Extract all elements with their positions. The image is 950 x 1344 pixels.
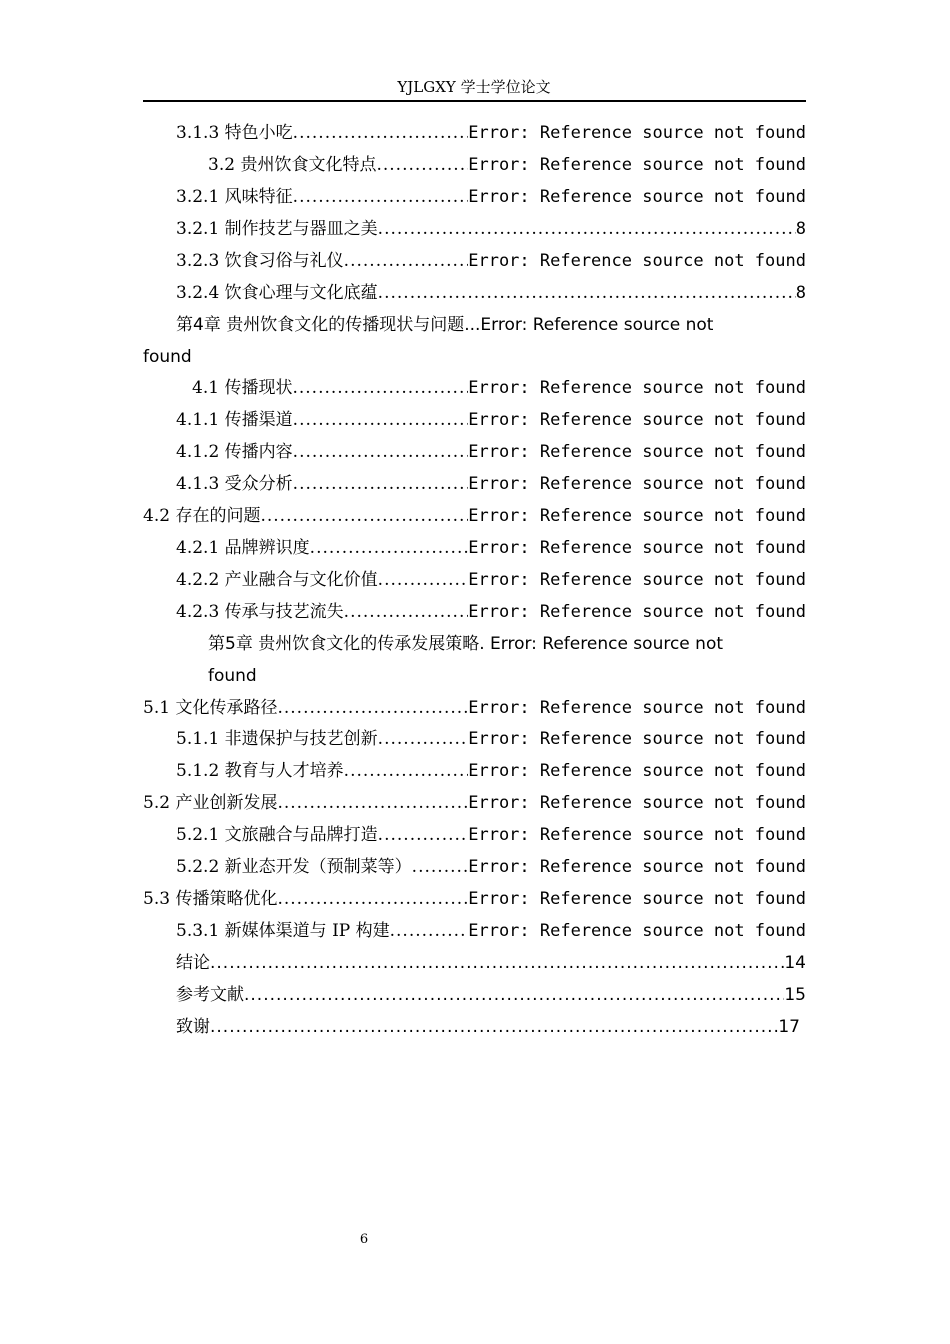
dot-leader xyxy=(277,886,468,912)
toc-entry[interactable] xyxy=(143,503,806,535)
dot-leader xyxy=(210,950,784,976)
dot-leader xyxy=(378,822,469,848)
toc-entry-label: 5.3.1 新媒体渠道与 IP 构建 xyxy=(176,921,390,941)
toc-entry[interactable] xyxy=(143,886,806,918)
toc-entry-label: 4.1.1 传播渠道 xyxy=(176,410,293,430)
toc-entry-label: 4.1.3 受众分析 xyxy=(176,474,293,494)
toc-entry-label: 参考文献 xyxy=(176,985,244,1005)
dot-leader xyxy=(378,567,469,593)
toc-entry[interactable] xyxy=(176,758,806,790)
toc-entry[interactable] xyxy=(192,375,806,407)
toc-entry[interactable] xyxy=(176,1014,800,1046)
toc-entry-page: Error: Reference source not found xyxy=(468,506,806,526)
toc-entry[interactable] xyxy=(176,599,806,631)
toc-entry[interactable] xyxy=(176,439,806,471)
toc-entry-label: 4.2.3 传承与技艺流失 xyxy=(176,602,344,622)
dot-leader xyxy=(412,854,469,880)
toc-entry[interactable] xyxy=(176,535,806,567)
toc-entry-label: 3.2.3 饮食习俗与礼仪 xyxy=(176,251,344,271)
toc-entry-page: Error: Reference source not found xyxy=(468,410,806,430)
toc-entry[interactable] xyxy=(143,790,806,822)
dot-leader xyxy=(210,1014,778,1040)
header-rule xyxy=(143,100,806,102)
toc-entry-label: 4.1 传播现状 xyxy=(192,378,293,398)
toc-entry-page: Error: Reference source not found xyxy=(468,570,806,590)
toc-entry-label: 3.2.1 制作技艺与器皿之美 xyxy=(176,219,378,239)
toc-entry-page: Error: Reference source not found xyxy=(468,251,806,271)
dot-leader xyxy=(277,695,468,721)
toc-chapter-heading-wrap: found xyxy=(143,347,192,367)
toc-entry-label: 4.2.2 产业融合与文化价值 xyxy=(176,570,378,590)
toc-entry-page: 17 xyxy=(778,1017,800,1037)
toc-entry-label: 5.1.1 非遗保护与技艺创新 xyxy=(176,729,378,749)
toc-entry-page: Error: Reference source not found xyxy=(468,187,806,207)
dot-leader xyxy=(310,535,469,561)
toc-entry-label: 致谢 xyxy=(176,1017,210,1037)
toc-entry-page: Error: Reference source not found xyxy=(468,825,806,845)
dot-leader xyxy=(378,280,796,306)
toc-entry-label: 5.2 产业创新发展 xyxy=(143,793,278,813)
toc-entry[interactable] xyxy=(176,982,806,1014)
toc-entry-label: 4.2.1 品牌辨识度 xyxy=(176,538,310,558)
toc-entry-page: 14 xyxy=(784,953,806,973)
dot-leader xyxy=(390,918,469,944)
toc-entry-page: Error: Reference source not found xyxy=(468,442,806,462)
toc-entry[interactable] xyxy=(176,726,806,758)
toc-entry-page: Error: Reference source not found xyxy=(468,857,806,877)
toc-entry[interactable] xyxy=(208,152,806,184)
toc-entry-page: 8 xyxy=(795,219,806,239)
dot-leader xyxy=(292,375,468,401)
toc-chapter-heading[interactable]: 第4章 贵州饮食文化的传播现状与问题...Error: Reference source not xyxy=(176,315,714,335)
toc-entry-label: 5.3 传播策略优化 xyxy=(143,889,278,909)
page-header: YJLGXY 学士学位论文 xyxy=(397,78,551,96)
dot-leader xyxy=(293,471,469,497)
toc-entry[interactable] xyxy=(176,854,806,886)
toc-entry[interactable] xyxy=(176,184,806,216)
dot-leader xyxy=(244,982,784,1008)
toc-entry-page: Error: Reference source not found xyxy=(468,889,806,909)
dot-leader xyxy=(344,758,469,784)
toc-entry-label: 3.2.1 风味特征 xyxy=(176,187,293,207)
dot-leader xyxy=(376,152,468,178)
toc-entry[interactable] xyxy=(176,216,806,248)
toc-entry-page: 8 xyxy=(795,283,806,303)
toc-entry[interactable] xyxy=(176,407,806,439)
toc-chapter-heading[interactable]: 第5章 贵州饮食文化的传承发展策略. Error: Reference source not xyxy=(208,634,724,654)
toc-entry-page: Error: Reference source not found xyxy=(468,729,806,749)
toc-entry[interactable] xyxy=(143,695,806,727)
toc-entry-label: 4.2 存在的问题 xyxy=(143,506,261,526)
toc-chapter-heading-wrap: found xyxy=(208,666,257,686)
toc-entry-label: 3.2.4 饮食心理与文化底蕴 xyxy=(176,283,378,303)
dot-leader xyxy=(260,503,468,529)
dot-leader xyxy=(378,216,796,242)
dot-leader xyxy=(293,439,469,465)
toc-entry-page: Error: Reference source not found xyxy=(468,538,806,558)
toc-entry-label: 5.2.1 文旅融合与品牌打造 xyxy=(176,825,378,845)
toc-entry-page: Error: Reference source not found xyxy=(468,602,806,622)
toc-entry-page: Error: Reference source not found xyxy=(468,474,806,494)
toc-entry-label: 3.2 贵州饮食文化特点 xyxy=(208,155,377,175)
dot-leader xyxy=(293,120,469,146)
toc-entry-page: Error: Reference source not found xyxy=(468,155,806,175)
dot-leader xyxy=(344,599,469,625)
toc-entry-label: 5.2.2 新业态开发（预制菜等） xyxy=(176,857,412,877)
toc-entry-page: Error: Reference source not found xyxy=(468,123,806,143)
toc-entry-page: Error: Reference source not found xyxy=(468,793,806,813)
toc-entry-label: 5.1 文化传承路径 xyxy=(143,698,278,718)
toc-entry[interactable] xyxy=(176,567,806,599)
toc-entry-label: 4.1.2 传播内容 xyxy=(176,442,293,462)
dot-leader xyxy=(344,248,469,274)
toc-entry-page: Error: Reference source not found xyxy=(468,698,806,718)
toc-entry[interactable] xyxy=(176,822,806,854)
page-number: 6 xyxy=(359,1232,369,1247)
toc-entry-page: Error: Reference source not found xyxy=(468,378,806,398)
toc-entry[interactable] xyxy=(176,471,806,503)
toc-entry[interactable] xyxy=(176,950,806,982)
dot-leader xyxy=(293,407,469,433)
toc-entry-label: 结论 xyxy=(176,953,210,973)
dot-leader xyxy=(277,790,468,816)
toc-entry-page: Error: Reference source not found xyxy=(468,921,806,941)
toc-entry[interactable] xyxy=(176,918,806,950)
dot-leader xyxy=(378,726,469,752)
toc-entry-label: 5.1.2 教育与人才培养 xyxy=(176,761,344,781)
toc-entry-label: 3.1.3 特色小吃 xyxy=(176,123,293,143)
toc-entry[interactable] xyxy=(176,120,806,152)
toc-entry-page: Error: Reference source not found xyxy=(468,761,806,781)
toc-entry[interactable] xyxy=(176,248,806,280)
toc-entry[interactable] xyxy=(176,280,806,312)
dot-leader xyxy=(293,184,469,210)
toc-entry-page: 15 xyxy=(784,985,806,1005)
